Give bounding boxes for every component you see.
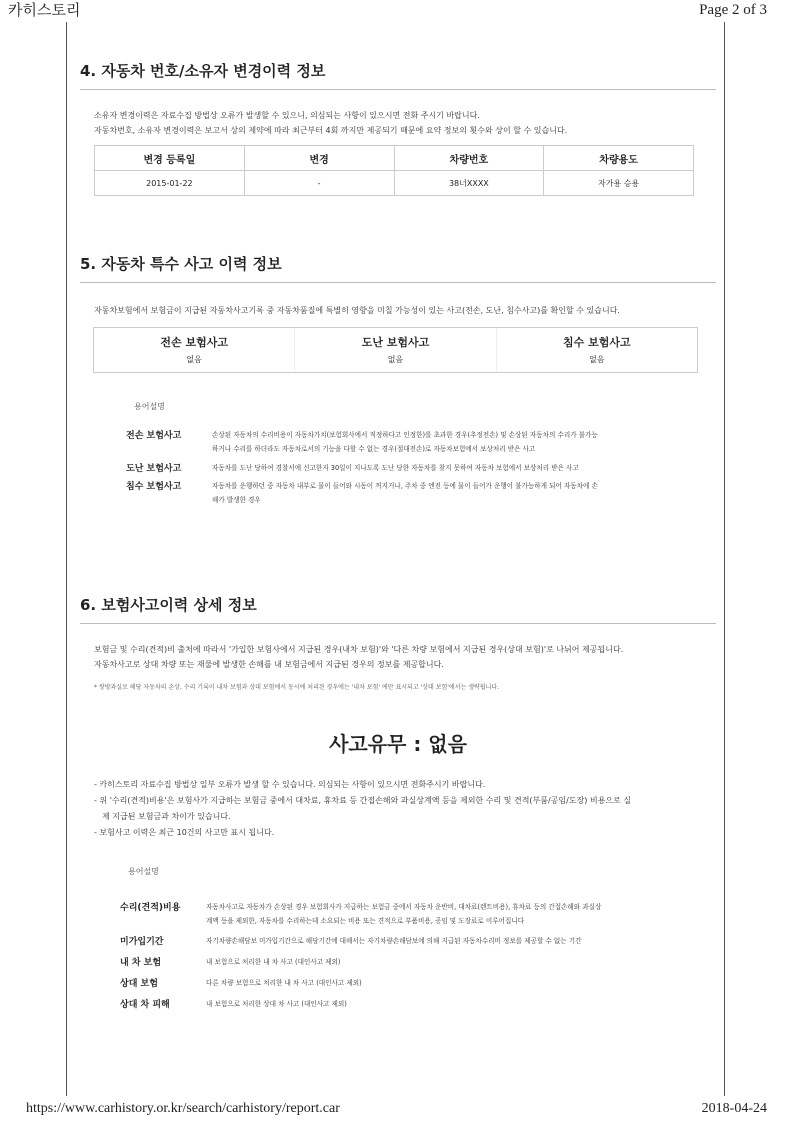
bullet-line: - 위 '수리(견적)비용'은 보험사가 지급하는 보험금 중에서 대차료, 휴차료 등 간접손해와 과실상계액 등을 제외한 수리 및 견적(부품/공임/도장) 비용으로 실: [94, 796, 632, 805]
table-cell: 자가용 승용: [544, 171, 694, 196]
owner-change-table: [94, 145, 694, 196]
desc-line: 내 보험으로 처리한 상대 차 사고 (대인사고 제외): [206, 1000, 347, 1008]
glossary-item: [120, 955, 601, 969]
table-cell: 2015-01-22: [95, 171, 245, 196]
glossary-term: 수리(견적)비용: [120, 903, 181, 913]
bullet-notes: [94, 777, 714, 841]
left-border-line: [66, 22, 67, 1096]
summary-label: 도난 보험사고: [361, 336, 430, 349]
glossary-title: 용어설명: [134, 402, 165, 411]
summary-value: 없음: [186, 355, 202, 364]
bullet-line: - 보험사고 이력은 최근 10건의 사고만 표시 됩니다.: [94, 828, 275, 837]
summary-value: 없음: [387, 355, 404, 364]
note-line: 자동차번호, 소유자 변경이력은 보고서 상의 제약에 따라 최근부터 4회 까지만 제공되기 때문에 요약 정보의 횟수와 상이 할 수 있습니다.: [94, 126, 568, 135]
desc-line: 내 보험으로 처리한 내 차 사고 (대인사고 제외): [206, 958, 341, 966]
column-header: 차량번호: [394, 146, 544, 171]
summary-label: 침수 보험사고: [563, 336, 631, 349]
glossary-item: [120, 934, 601, 948]
glossary-desc: [212, 479, 598, 507]
special-accident-summary: [93, 327, 698, 373]
glossary-term: 상대 보험: [120, 979, 158, 989]
desc-line: 자기차량손해담보 미가입기간으로 해당기간에 대해서는 자기차량손해담보에 의해 지급된 자동차수리비 정보를 제공할 수 없는 기간: [206, 937, 582, 945]
section-owner-change-history: [80, 60, 716, 196]
glossary-item: [126, 479, 716, 507]
print-header-site: 카히스토리: [8, 1, 81, 19]
section-title: 6. 보험사고이력 상세 정보: [80, 594, 716, 624]
total-loss-summary: [94, 328, 294, 372]
table-cell: -: [244, 171, 394, 196]
column-header: 변경: [244, 146, 394, 171]
section-title: 4. 자동차 번호/소유자 변경이력 정보: [80, 60, 716, 90]
glossary-term: 미가입기간: [120, 937, 164, 947]
theft-summary: [294, 328, 495, 372]
glossary-item: [120, 900, 601, 928]
summary-label: 전손 보험사고: [160, 336, 228, 349]
print-footer-date: 2018-04-24: [701, 1101, 767, 1116]
accident-result: 사고유무 : 없음: [329, 732, 467, 756]
glossary-desc: [212, 461, 579, 475]
glossary-term: 전손 보험사고: [126, 431, 182, 441]
desc-line: 자동차사고로 자동차가 손상된 경우 보험회사가 지급하는 보험금 중에서 자동차 운반비, 대차료(렌트비용), 휴차료 등의 간접손해와 과실상: [206, 903, 602, 911]
glossary: [120, 900, 601, 1011]
glossary: [126, 428, 716, 507]
glossary-desc: [206, 955, 340, 969]
bullet-line: 제 지급된 보험금과 차이가 있습니다.: [102, 812, 231, 821]
glossary-term: 내 차 보험: [120, 958, 162, 968]
column-header: 차량용도: [544, 146, 694, 171]
glossary-term: 침수 보험사고: [126, 482, 182, 492]
column-header: 변경 등록일: [95, 146, 245, 171]
note-line: 소유자 변경이력은 자료수집 방법상 오류가 발생할 수 있으니, 의심되는 사항이 있으시면 전화 주시기 바랍니다.: [94, 111, 480, 120]
desc-line: 손상된 자동차의 수리비용이 자동차가치(보험회사에서 적정하다고 인정한)를 초과한 경우(추정전손) 및 손상된 자동차의 수리가 불가능: [212, 431, 598, 439]
print-header-page-number: Page 2 of 3: [699, 2, 767, 18]
glossary-item: [126, 461, 716, 475]
glossary-desc: [212, 428, 598, 456]
right-border-line: [724, 22, 725, 1096]
glossary-desc: [206, 934, 581, 948]
section-notes: [80, 642, 716, 672]
section-special-accident-history: [80, 253, 716, 507]
section-note: 자동차보험에서 보험금이 지급된 자동차사고기록 중 자동차품질에 특별히 영향을 미칠 가능성이 있는 사고(전손, 도난, 침수사고)를 확인할 수 있습니다.: [94, 306, 620, 315]
note-line: 자동차사고로 상대 차량 또는 재물에 발생한 손해를 내 보험금에서 지급된 경우의 정보를 제공합니다.: [94, 660, 444, 669]
desc-line: 자동차를 도난 당하여 경찰서에 신고한지 30일이 지나도록 도난 당한 자동차를 찾지 못하여 자동차 보험에서 보상처리 받은 사고: [212, 464, 579, 472]
desc-line: 다른 차량 보험으로 처리한 내 차 사고 (대인사고 제외): [206, 979, 362, 987]
glossary-item: [120, 997, 601, 1011]
section-insurance-accident-detail: [80, 594, 716, 1044]
desc-line: 하거나 수리를 하더라도 자동차로서의 기능을 다할 수 없는 경우(절대전손)로 자동차보험에서 보상처리 받은 사고: [212, 445, 536, 453]
section-notes: [80, 108, 716, 138]
glossary-item: [120, 976, 601, 990]
table-row: [95, 171, 694, 196]
flood-summary: [496, 328, 697, 372]
table-header-row: [95, 146, 694, 171]
summary-value: 없음: [589, 355, 605, 364]
desc-line: 해가 발생한 경우: [212, 496, 261, 504]
glossary-item: [126, 428, 716, 456]
desc-line: 자동차를 운행하던 중 자동차 내부로 물이 들어와 시동이 꺼지거나, 주차 중 엔진 등에 물이 들어가 운행이 불가능하게 되어 자동차에 손: [212, 482, 598, 490]
desc-line: 계액 등을 제외한, 자동차를 수리하는데 소요되는 비용 또는 견적으로 부품비용, 공임 및 도장료로 이루어집니다: [206, 917, 525, 925]
note-line: 보험금 및 수리(견적)비 출처에 따라서 '가입한 보험사에서 지급된 경우(내차 보험)'와 '다른 차량 보험에서 지급된 경우(상대 보험)'로 나뉘어 제공됩니다.: [94, 645, 624, 654]
glossary-term: 도난 보험사고: [126, 464, 182, 474]
table-cell: 38너XXXX: [394, 171, 544, 196]
glossary-term: 상대 차 피해: [120, 1000, 170, 1010]
glossary-desc: [206, 900, 601, 928]
bullet-line: - 카히스토리 자료수집 방법상 일부 오류가 발생 할 수 있습니다. 의심되는 사항이 있으시면 전화주시기 바랍니다.: [94, 780, 486, 789]
print-footer-url: https://www.carhistory.or.kr/search/carhistory/report.car: [26, 1101, 340, 1116]
glossary-desc: [206, 997, 347, 1011]
glossary-desc: [206, 976, 362, 990]
section-title: 5. 자동차 특수 사고 이력 정보: [80, 253, 716, 283]
small-note: * 쌍방과실로 해당 자동차의 손상, 수리 기록이 내차 보험과 상대 보험에서 동시에 처리된 경우에는 '내차 보험' 에만 표시되고 '상대 보험'에서는 생략됩니다.: [94, 684, 500, 691]
glossary-title: 용어설명: [128, 867, 159, 876]
